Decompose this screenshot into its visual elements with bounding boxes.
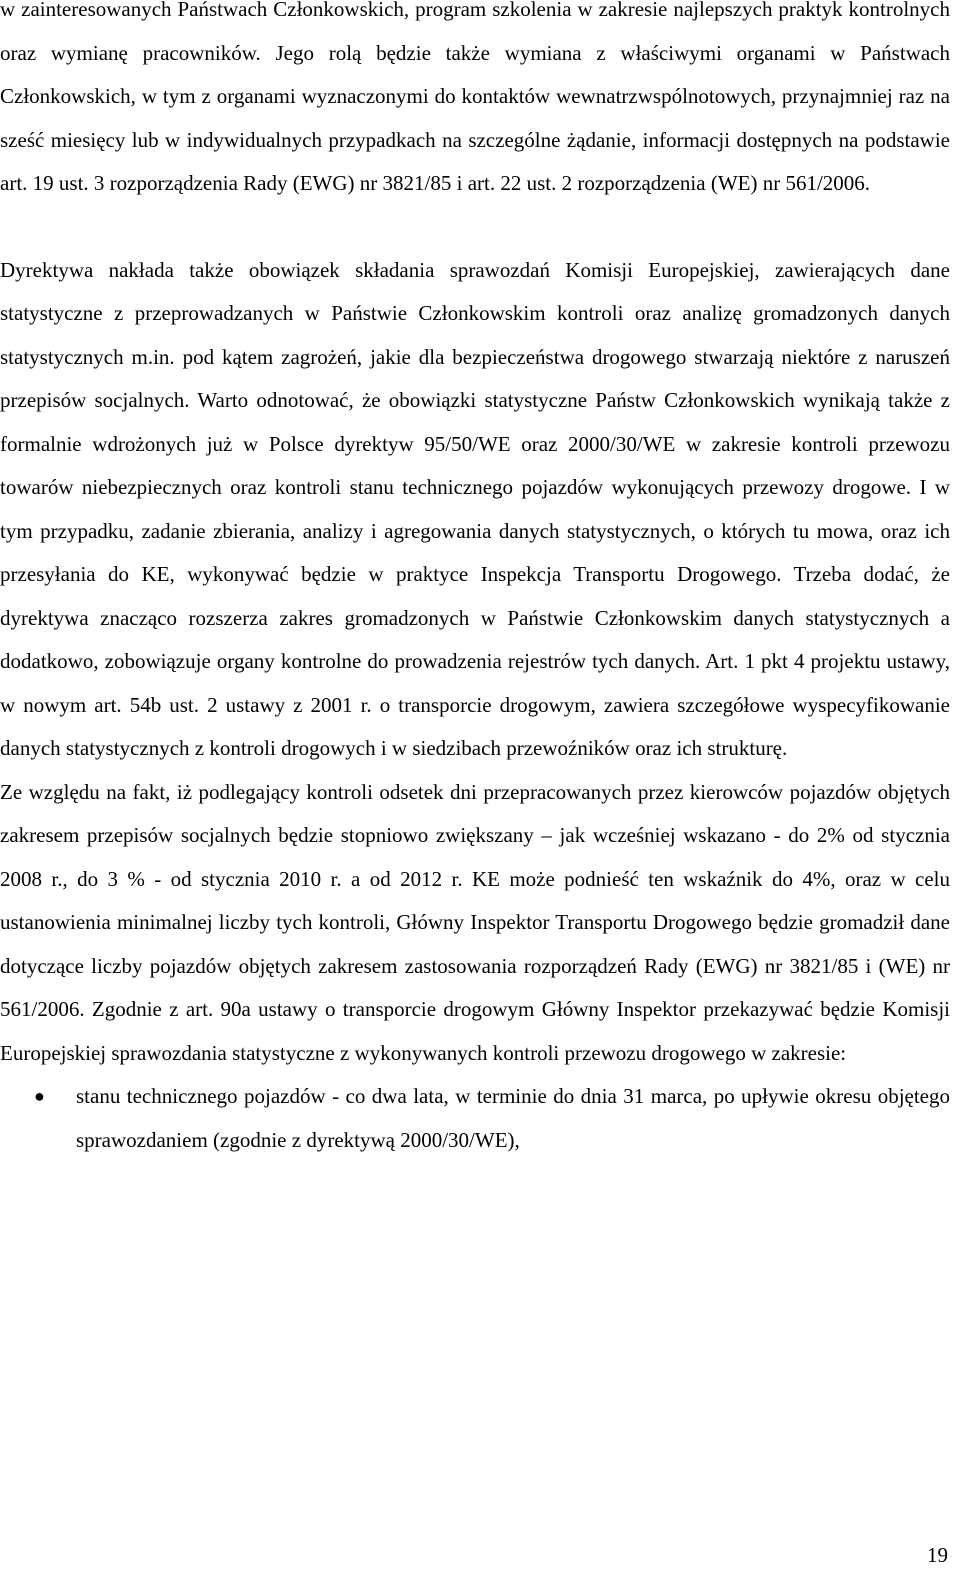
bullet-icon: ●	[34, 1086, 45, 1106]
list-item-text: stanu technicznego pojazdów - co dwa lata, w terminie do dnia 31 marca, po upływie okresu objętego sprawozdaniem (zgodnie z dyrektywą 2000/30/WE),	[76, 1084, 950, 1152]
paragraph-2: Dyrektywa nakłada także obowiązek składania sprawozdań Komisji Europejskiej, zawierających dane statystyczne z przeprowadzanych w Państwie Członkowskim kontroli oraz analizę gromadzonych danych statystycznych m.in. pod kątem zagrożeń, jakie dla bezpieczeństwa drogowego stwarzają niektóre z naruszeń przepisów socjalnych. Warto odnotować, że obowiązki statystyczne Państw Członkowskich wynikają także z formalnie wdrożonych już w Polsce dyrektyw 95/50/WE oraz 2000/30/WE w zakresie kontroli przewozu towarów niebezpiecznych oraz kontroli stanu technicznego pojazdów wykonujących przewozy drogowe. I w tym przypadku, zadanie zbierania, analizy i agregowania danych statystycznych, o których tu mowa, oraz ich przesyłania do KE, wykonywać będzie w praktyce Inspekcja Transportu Drogowego. Trzeba dodać, że dyrektywa znacząco rozszerza zakres gromadzonych w Państwie Członkowskim danych statystycznych a dodatkowo, zobowiązuje organy kontrolne do prowadzenia rejestrów tych danych. Art. 1 pkt 4 projektu ustawy, w nowym art. 54b ust. 2 ustawy z 2001 r. o transporcie drogowym, zawiera szczegółowe wyspecyfikowanie danych statystycznych z kontroli drogowych i w siedzibach przewoźników oraz ich strukturę.	[0, 257, 950, 760]
paragraph-1: w zainteresowanych Państwach Członkowskich, program szkolenia w zakresie najlepszych praktyk kontrolnych oraz wymianę pracowników. Jego rolą będzie także wymiana z właściwymi organami w Państwach Członkowskich, w tym z organami wyznaczonymi do kontaktów wewnatrzwspólnotowych, przynajmniej raz na sześć miesięcy lub w indywidualnych przypadkach na szczególne żądanie, informacji dostępnych na podstawie art. 19 ust. 3 rozporządzenia Rady (EWG) nr 3821/85 i art. 22 ust. 2 rozporządzenia (WE) nr 561/2006.	[0, 0, 950, 195]
bullet-list	[0, 1075, 950, 1162]
page-number: 19	[927, 1543, 948, 1567]
list-item	[0, 1075, 950, 1162]
paragraph-3: Ze względu na fakt, iż podlegający kontroli odsetek dni przepracowanych przez kierowców pojazdów objętych zakresem przepisów socjalnych będzie stopniowo zwiększany – jak wcześniej wskazano - do 2% od stycznia 2008 r., do 3 % - od stycznia 2010 r. a od 2012 r. KE może podnieść ten wskaźnik do 4%, oraz w celu ustanowienia minimalnej liczby tych kontroli, Główny Inspektor Transportu Drogowego będzie gromadził dane dotyczące liczby pojazdów objętych zakresem zastosowania rozporządzeń Rady (EWG) nr 3821/85 i (WE) nr 561/2006. Zgodnie z art. 90a ustawy o transporcie drogowym Główny Inspektor przekazywać będzie Komisji Europejskiej sprawozdania statystyczne z wykonywanych kontroli przewozu drogowego w zakresie:	[0, 779, 950, 1065]
